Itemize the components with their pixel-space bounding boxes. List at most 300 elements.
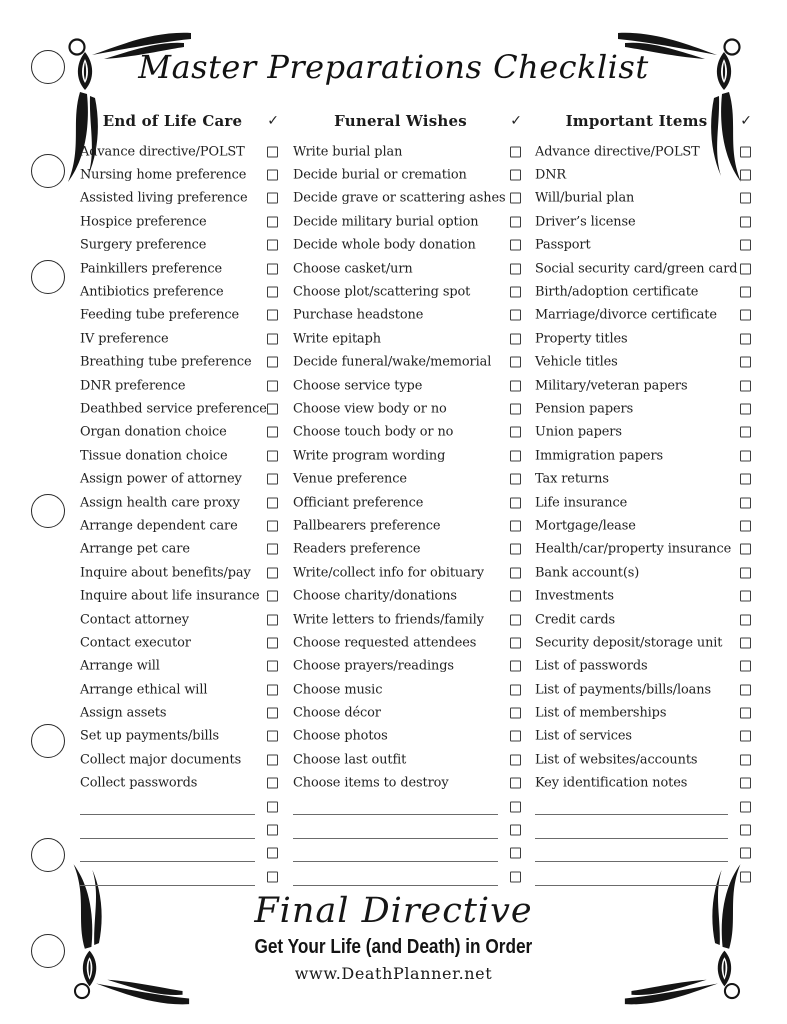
checklist-row (535, 772, 752, 795)
checklist-row (80, 701, 279, 724)
checklist-row (293, 701, 522, 724)
checklist-row (80, 678, 279, 701)
item-checkbox[interactable] (267, 380, 278, 391)
column-header (80, 108, 279, 134)
item-label: Key identification notes (535, 775, 688, 791)
item-checkbox[interactable] (510, 637, 521, 648)
item-label: Write program wording (293, 448, 446, 464)
checklist-row (293, 608, 522, 631)
item-checkbox[interactable] (267, 474, 278, 485)
item-checkbox[interactable] (267, 848, 278, 859)
item-checkbox[interactable] (510, 170, 521, 181)
item-checkbox[interactable] (510, 754, 521, 765)
checklist-row (293, 467, 522, 490)
write-in-line[interactable] (80, 885, 255, 886)
write-in-line[interactable] (293, 861, 498, 862)
item-checkbox[interactable] (740, 825, 751, 836)
checklist-row (80, 234, 279, 257)
item-label: Write epitaph (293, 331, 381, 347)
item-label: Assign health care proxy (80, 495, 240, 511)
checklist-row (535, 608, 752, 631)
item-checkbox[interactable] (510, 310, 521, 321)
item-checkbox[interactable] (740, 146, 751, 157)
item-label: Feeding tube preference (80, 307, 240, 323)
column-funeral-wishes (293, 108, 522, 889)
item-label: Painkillers preference (80, 261, 223, 277)
item-checkbox[interactable] (267, 871, 278, 882)
item-checkbox[interactable] (267, 520, 278, 531)
item-label: Union papers (535, 424, 622, 440)
item-checkbox[interactable] (740, 778, 751, 789)
checklist-row (535, 655, 752, 678)
write-in-line[interactable] (293, 838, 498, 839)
item-checkbox[interactable] (267, 427, 278, 438)
write-in-line[interactable] (535, 814, 728, 815)
checklist-row (293, 304, 522, 327)
item-checkbox[interactable] (510, 731, 521, 742)
item-label: Advance directive/POLST (535, 144, 700, 160)
item-checkbox[interactable] (740, 333, 751, 344)
write-in-line[interactable] (293, 885, 498, 886)
write-in-line[interactable] (535, 885, 728, 886)
item-checkbox[interactable] (267, 333, 278, 344)
checklist-row (535, 748, 752, 771)
checklist-row (293, 327, 522, 350)
item-checkbox[interactable] (510, 497, 521, 508)
item-label: Decide whole body donation (293, 237, 476, 253)
item-label: List of services (535, 728, 632, 744)
checklist-row (535, 374, 752, 397)
item-checkbox[interactable] (510, 661, 521, 672)
item-label: Arrange will (80, 658, 160, 674)
item-label: Credit cards (535, 612, 616, 627)
item-checkbox[interactable] (740, 240, 751, 251)
checklist-row (535, 678, 752, 701)
item-checkbox[interactable] (510, 474, 521, 485)
item-checkbox[interactable] (510, 684, 521, 695)
checklist-row (80, 280, 279, 303)
checklist-row (80, 444, 279, 467)
checklist-row (535, 491, 752, 514)
item-checkbox[interactable] (740, 170, 751, 181)
punch-hole (31, 494, 65, 528)
item-checkbox[interactable] (267, 591, 278, 602)
item-checkbox[interactable] (510, 263, 521, 274)
checklist-row (535, 187, 752, 210)
item-checkbox[interactable] (740, 380, 751, 391)
checklist-row (293, 351, 522, 374)
item-checkbox[interactable] (510, 333, 521, 344)
checklist-row (535, 397, 752, 420)
item-label: Write burial plan (293, 144, 403, 160)
checklist-row (535, 280, 752, 303)
checklist-row (535, 140, 752, 163)
item-checkbox[interactable] (740, 708, 751, 719)
column-header (293, 108, 522, 134)
item-label: Military/veteran papers (535, 378, 688, 394)
item-label: Venue preference (293, 471, 407, 487)
item-label: Deathbed service preference (80, 401, 267, 417)
item-label: Choose view body or no (293, 401, 447, 417)
item-label: Social security card/green card (535, 261, 738, 277)
blank-checklist-row (535, 842, 752, 865)
item-checkbox[interactable] (510, 216, 521, 227)
item-label: Security deposit/storage unit (535, 635, 723, 651)
item-checkbox[interactable] (267, 170, 278, 181)
write-in-line[interactable] (535, 861, 728, 862)
checklist-row (80, 748, 279, 771)
checkmark-icon: ✓ (267, 113, 279, 129)
item-checkbox[interactable] (510, 567, 521, 578)
footer (0, 892, 787, 983)
item-checkbox[interactable] (510, 614, 521, 625)
checklist-row (80, 187, 279, 210)
item-checkbox[interactable] (510, 778, 521, 789)
checklist-row (293, 374, 522, 397)
checklist-row (80, 491, 279, 514)
checklist-row (80, 561, 279, 584)
checklist-row (293, 725, 522, 748)
checklist-row (535, 421, 752, 444)
checkmark-icon: ✓ (510, 113, 522, 129)
item-label: Health/car/property insurance (535, 541, 732, 557)
checklist-row (293, 631, 522, 654)
item-checkbox[interactable] (510, 380, 521, 391)
item-label: Assign power of attorney (80, 471, 242, 487)
item-checkbox[interactable] (740, 591, 751, 602)
checklist-row (535, 631, 752, 654)
item-label: Choose requested attendees (293, 635, 477, 651)
brand-logo-text: Final Directive (254, 891, 533, 931)
item-checkbox[interactable] (510, 403, 521, 414)
item-checkbox[interactable] (267, 263, 278, 274)
item-checkbox[interactable] (740, 637, 751, 648)
item-label: Decide military burial option (293, 214, 479, 230)
item-label: Set up payments/bills (80, 728, 220, 744)
item-checkbox[interactable] (267, 450, 278, 461)
item-label: Arrange pet care (80, 541, 190, 557)
checklist-row (80, 725, 279, 748)
checklist-row (535, 444, 752, 467)
item-checkbox[interactable] (267, 754, 278, 765)
item-checkbox[interactable] (510, 871, 521, 882)
checklist-row (293, 584, 522, 607)
item-checkbox[interactable] (267, 825, 278, 836)
column-header-label: Funeral Wishes (334, 112, 467, 130)
item-label: Collect major documents (80, 752, 242, 768)
item-checkbox[interactable] (740, 403, 751, 414)
item-checkbox[interactable] (267, 614, 278, 625)
item-checkbox[interactable] (267, 240, 278, 251)
blank-checklist-row (293, 818, 522, 841)
punch-hole (31, 154, 65, 188)
item-checkbox[interactable] (267, 684, 278, 695)
checklist-row (80, 140, 279, 163)
item-label: Nursing home preference (80, 167, 247, 183)
item-checkbox[interactable] (267, 310, 278, 321)
item-label: Investments (535, 588, 614, 604)
item-label: Birth/adoption certificate (535, 284, 699, 300)
item-label: Choose music (293, 682, 383, 698)
checklist-row (293, 257, 522, 280)
blank-checklist-row (535, 865, 752, 888)
item-checkbox[interactable] (740, 216, 751, 227)
item-label: Passport (535, 237, 591, 253)
item-checkbox[interactable] (740, 287, 751, 298)
punch-hole (31, 838, 65, 872)
checklist-row (535, 514, 752, 537)
checklist-row (80, 304, 279, 327)
column-header-label: Important Items (565, 112, 708, 130)
item-checkbox[interactable] (267, 778, 278, 789)
checklist-row (293, 678, 522, 701)
item-checkbox[interactable] (510, 287, 521, 298)
item-label: Life insurance (535, 495, 628, 511)
checklist-row (535, 725, 752, 748)
item-checkbox[interactable] (740, 263, 751, 274)
column-header-label: End of Life Care (102, 112, 243, 130)
item-label: Pallbearers preference (293, 518, 441, 534)
item-label: Write letters to friends/family (293, 612, 484, 627)
item-checkbox[interactable] (267, 544, 278, 555)
item-label: List of payments/bills/loans (535, 682, 711, 698)
checklist-row (80, 397, 279, 420)
checklist-row (293, 234, 522, 257)
item-checkbox[interactable] (510, 427, 521, 438)
checklist-row (293, 655, 522, 678)
item-label: Readers preference (293, 541, 421, 557)
item-label: Choose charity/donations (293, 588, 457, 604)
item-checkbox[interactable] (510, 520, 521, 531)
item-label: Choose décor (293, 705, 381, 721)
write-in-line[interactable] (293, 814, 498, 815)
punch-hole (31, 260, 65, 294)
checklist-row (80, 584, 279, 607)
checklist-row (293, 538, 522, 561)
item-label: Arrange ethical will (80, 682, 208, 698)
page-title: Master Preparations Checklist (138, 48, 649, 86)
checklist-row (80, 351, 279, 374)
item-label: Surgery preference (80, 237, 207, 253)
checklist-row (80, 374, 279, 397)
item-checkbox[interactable] (740, 427, 751, 438)
item-checkbox[interactable] (267, 731, 278, 742)
brand-tagline: Get Your Life (and Death) in Order (254, 934, 533, 958)
item-checkbox[interactable] (267, 661, 278, 672)
checklist-row (80, 327, 279, 350)
item-checkbox[interactable] (267, 216, 278, 227)
checklist-row (535, 327, 752, 350)
item-checkbox[interactable] (740, 871, 751, 882)
item-checkbox[interactable] (267, 287, 278, 298)
item-label: Purchase headstone (293, 307, 424, 323)
checklist-row (535, 467, 752, 490)
item-label: Breathing tube preference (80, 354, 252, 370)
blank-checklist-row (535, 818, 752, 841)
item-label: Contact executor (80, 635, 191, 651)
item-checkbox[interactable] (740, 848, 751, 859)
checklist-row (80, 655, 279, 678)
item-checkbox[interactable] (740, 357, 751, 368)
item-checkbox[interactable] (740, 474, 751, 485)
item-label: Property titles (535, 331, 628, 347)
item-checkbox[interactable] (510, 450, 521, 461)
item-checkbox[interactable] (510, 146, 521, 157)
checklist-row (535, 351, 752, 374)
item-label: IV preference (80, 331, 169, 347)
item-label: Choose plot/scattering spot (293, 284, 471, 300)
blank-checklist-row (80, 865, 279, 888)
item-label: Contact attorney (80, 612, 189, 627)
checklist-row (80, 210, 279, 233)
item-checkbox[interactable] (740, 544, 751, 555)
item-checkbox[interactable] (740, 731, 751, 742)
item-checkbox[interactable] (510, 591, 521, 602)
item-checkbox[interactable] (267, 357, 278, 368)
item-checkbox[interactable] (267, 708, 278, 719)
blank-checklist-row (293, 795, 522, 818)
checklist-row (293, 444, 522, 467)
item-checkbox[interactable] (740, 450, 751, 461)
item-checkbox[interactable] (267, 497, 278, 508)
item-label: Officiant preference (293, 495, 424, 511)
item-checkbox[interactable] (267, 146, 278, 157)
item-label: Tax returns (535, 471, 609, 487)
item-checkbox[interactable] (740, 661, 751, 672)
item-checkbox[interactable] (740, 310, 751, 321)
item-label: Assign assets (80, 705, 167, 721)
item-checkbox[interactable] (740, 754, 751, 765)
item-label: Advance directive/POLST (80, 144, 245, 160)
item-checkbox[interactable] (510, 801, 521, 812)
checklist-row (293, 210, 522, 233)
blank-checklist-row (80, 842, 279, 865)
checklist-row (293, 514, 522, 537)
blank-checklist-row (80, 795, 279, 818)
checklist-row (535, 538, 752, 561)
checklist-row (293, 491, 522, 514)
item-label: Choose casket/urn (293, 261, 413, 277)
checklist-row (293, 397, 522, 420)
item-label: Choose service type (293, 378, 423, 394)
item-label: Hospice preference (80, 214, 207, 230)
checklist-row (535, 701, 752, 724)
item-label: Mortgage/lease (535, 518, 636, 534)
column-important-items (535, 108, 752, 889)
item-label: Assisted living preference (80, 190, 248, 206)
checklist-row (293, 280, 522, 303)
checklist-row (80, 514, 279, 537)
checklist-row (535, 257, 752, 280)
item-label: List of websites/accounts (535, 752, 698, 768)
item-label: Decide funeral/wake/memorial (293, 354, 492, 370)
item-label: Choose touch body or no (293, 424, 454, 440)
checklist-row (535, 304, 752, 327)
punch-hole (31, 724, 65, 758)
item-label: Choose last outfit (293, 752, 407, 768)
blank-checklist-row (293, 865, 522, 888)
item-label: DNR preference (80, 378, 186, 394)
item-label: DNR (535, 167, 567, 183)
item-label: Inquire about benefits/pay (80, 565, 251, 581)
checklist-row (80, 257, 279, 280)
item-checkbox[interactable] (510, 708, 521, 719)
checklist-row (80, 608, 279, 631)
item-label: Decide burial or cremation (293, 167, 467, 183)
checklist-row (293, 561, 522, 584)
website-link[interactable]: www.DeathPlanner.net (294, 963, 493, 983)
item-checkbox[interactable] (740, 497, 751, 508)
item-checkbox[interactable] (510, 825, 521, 836)
write-in-line[interactable] (80, 861, 255, 862)
checklist-row (293, 772, 522, 795)
item-label: Inquire about life insurance (80, 588, 260, 604)
item-checkbox[interactable] (510, 544, 521, 555)
item-label: Decide grave or scattering ashes (293, 190, 506, 206)
checklist-row (80, 772, 279, 795)
item-label: Collect passwords (80, 775, 198, 791)
write-in-line[interactable] (80, 838, 255, 839)
item-label: Choose prayers/readings (293, 658, 454, 674)
checklist-row (293, 140, 522, 163)
checklist-row (535, 561, 752, 584)
checklist-row (80, 421, 279, 444)
checklist-row (535, 163, 752, 186)
item-checkbox[interactable] (267, 801, 278, 812)
item-checkbox[interactable] (740, 193, 751, 204)
item-checkbox[interactable] (510, 357, 521, 368)
item-checkbox[interactable] (740, 567, 751, 578)
blank-checklist-row (293, 842, 522, 865)
write-in-line[interactable] (535, 838, 728, 839)
item-checkbox[interactable] (740, 520, 751, 531)
item-checkbox[interactable] (267, 567, 278, 578)
item-label: Organ donation choice (80, 424, 227, 440)
item-checkbox[interactable] (740, 614, 751, 625)
item-checkbox[interactable] (267, 637, 278, 648)
checklist-row (293, 421, 522, 444)
item-checkbox[interactable] (267, 193, 278, 204)
checklist-row (293, 748, 522, 771)
item-checkbox[interactable] (510, 848, 521, 859)
checklist-row (80, 538, 279, 561)
item-label: Will/burial plan (535, 190, 635, 206)
checklist-row (80, 163, 279, 186)
column-header (535, 108, 752, 134)
item-label: Marriage/divorce certificate (535, 307, 717, 323)
item-label: Arrange dependent care (80, 518, 238, 534)
item-checkbox[interactable] (267, 403, 278, 414)
item-label: List of passwords (535, 658, 648, 674)
item-checkbox[interactable] (740, 684, 751, 695)
item-checkbox[interactable] (510, 240, 521, 251)
checklist-row (293, 187, 522, 210)
checkmark-icon: ✓ (740, 113, 752, 129)
item-checkbox[interactable] (740, 801, 751, 812)
column-end-of-life-care (80, 108, 279, 889)
item-label: Tissue donation choice (80, 448, 228, 464)
item-label: Antibiotics preference (80, 284, 224, 300)
blank-checklist-row (80, 818, 279, 841)
checklist-row (535, 584, 752, 607)
checklist-row (535, 210, 752, 233)
write-in-line[interactable] (80, 814, 255, 815)
checklist-row (80, 631, 279, 654)
item-label: Pension papers (535, 401, 634, 417)
checklist-row (293, 163, 522, 186)
item-checkbox[interactable] (510, 193, 521, 204)
item-label: Bank account(s) (535, 565, 640, 581)
